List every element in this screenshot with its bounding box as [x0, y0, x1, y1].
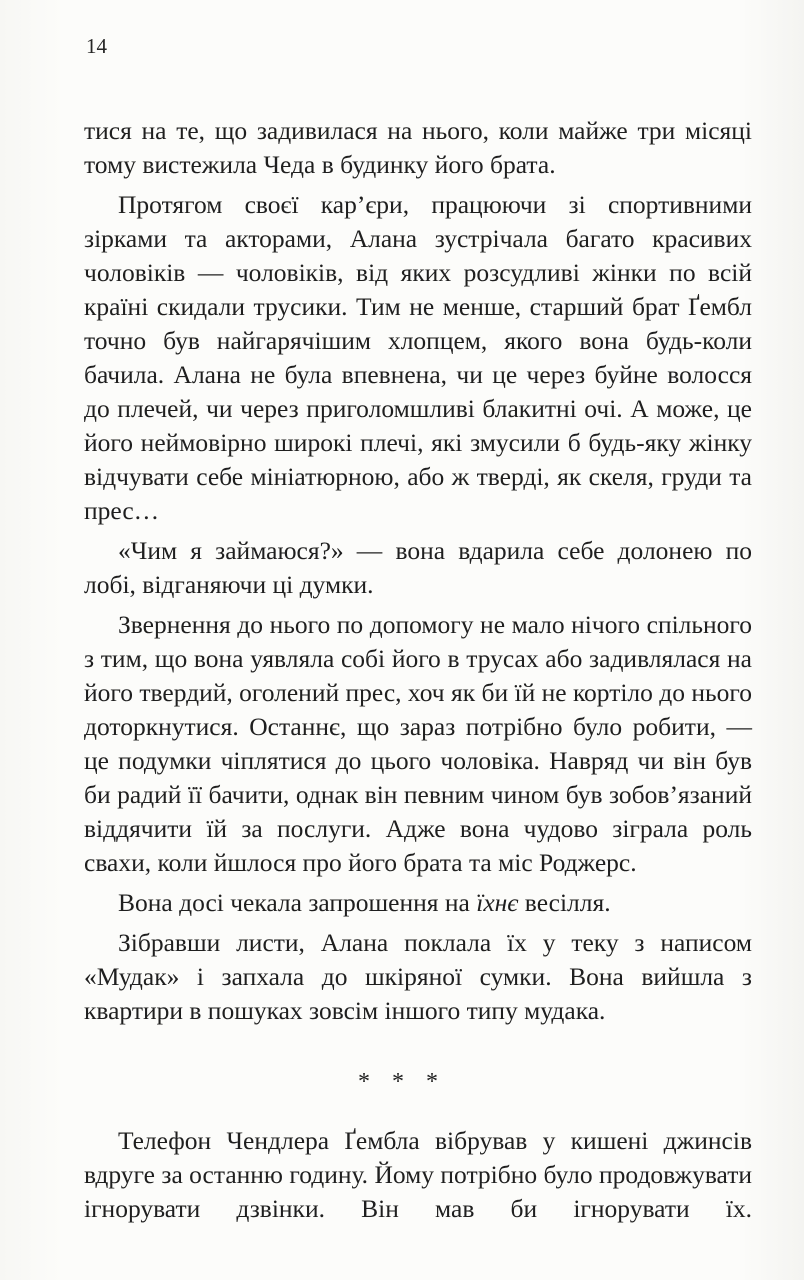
wedding-text-before: Вона досі чекала запрошення на	[118, 888, 477, 917]
paragraph-career: Протягом своєї кар’єри, працюючи зі спортивними зірками та акторами, Алана зустрічала багато красивих чоловіків — чоловіків, від яких розсудливі жінки по всій країні скидали трусики. Тим не менше, старший брат Ґембл точно був найгарячішим хлопцем, якого вона будь-коли бачила. Алана не була впевнена, чи це через буйне волосся до плечей, чи через приголомшливі блакитні очі. А може, це його неймовірно широкі плечі, які змусили б будь-яку жінку відчувати себе мініатюрною, або ж тверді, як скеля, груди та прес…	[84, 190, 752, 525]
body-text	[84, 114, 752, 1034]
body-text-section-two	[84, 1124, 752, 1226]
page-number: 14	[86, 34, 107, 58]
wedding-text-italic: їхнє	[476, 888, 519, 917]
paragraph-continuation: тися на те, що задивилася на нього, коли майже три місяці тому вистежила Чеда в будинку його брата.	[84, 116, 752, 179]
paragraph-thought: «Чим я займаюся?» — вона вдарила себе долонею по лобі, відганяючи ці думки.	[84, 536, 752, 599]
paragraph-wedding	[84, 886, 752, 920]
paragraph-help: Звернення до нього по допомогу не мало нічого спільного з тим, що вона уявляла собі його в трусах або задивлялася на його твердий, оголений прес, хоч як би їй не кортіло до нього доторкнутися. Останнє, що зараз потрібно було робити, — це подумки чіплятися до цього чоловіка. Навряд чи він був би радий її бачити, однак він певним чином був зобов’язаний віддячити їй за послуги. Адже вона чудово зіграла роль свахи, коли йшлося про його брата та міс Роджерс.	[84, 610, 752, 877]
wedding-text-after: весілля.	[518, 888, 611, 917]
section-separator: * * *	[358, 1069, 446, 1095]
paragraph-folder: Зібравши листи, Алана поклала їх у теку з написом «Мудак» і запхала до шкіряної сумки. Вона вийшла з квартири в пошуках зовсім іншого типу мудака.	[84, 928, 752, 1025]
paragraph-phone: Телефон Чендлера Ґембла вібрував у кишені джинсів вдруге за останню годину. Йому потрібно було продовжувати ігнорувати дзвінки. Він мав би ігнорувати їх.	[84, 1126, 752, 1223]
